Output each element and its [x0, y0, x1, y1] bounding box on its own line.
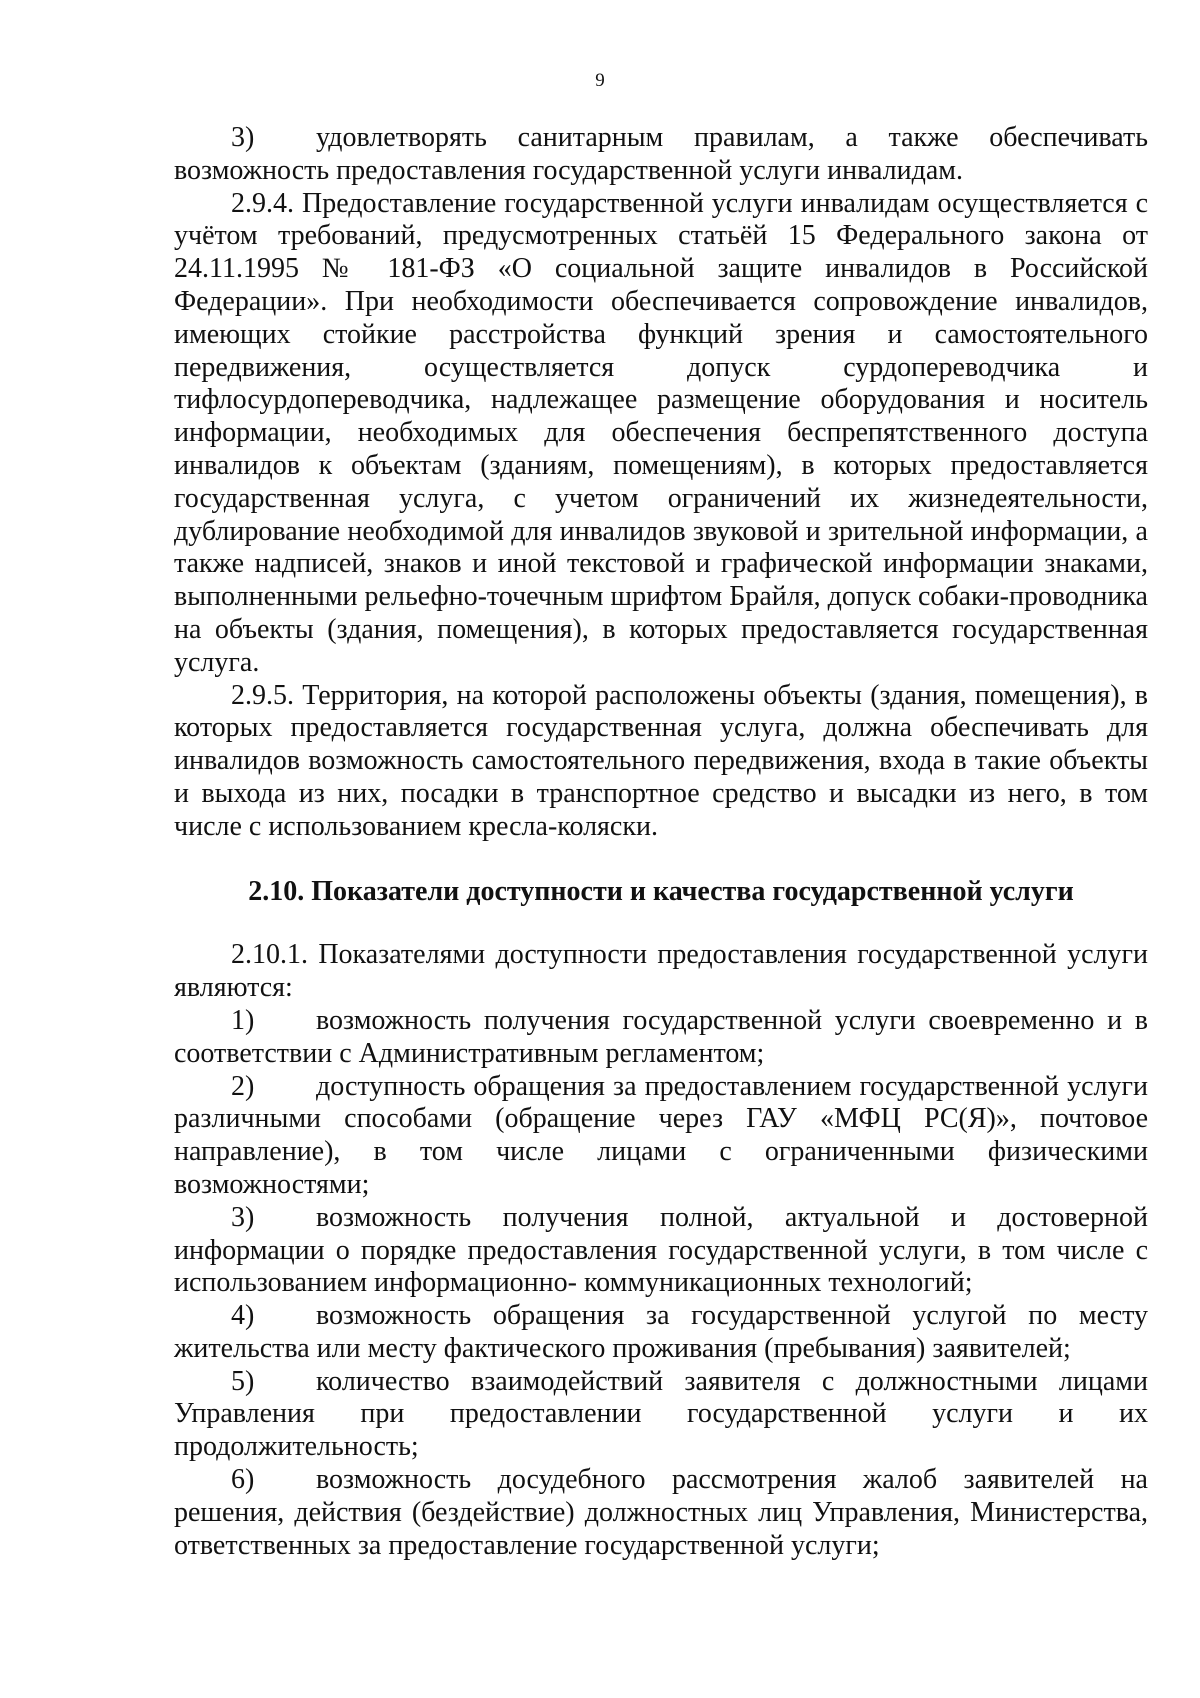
list-item: [174, 1464, 1148, 1562]
item-text: возможность обращения за государственной услугой по месту жительства или месту фактического проживания (пребывания) заявителей;: [174, 1300, 1148, 1364]
item-text: возможность получения государственной услуги своевременно и в соответствии с Административным регламентом;: [174, 1004, 1148, 1069]
list-item: [174, 122, 1148, 188]
item-number: 6): [231, 1464, 255, 1496]
list-item: [174, 1366, 1148, 1464]
list-item: [174, 1005, 1148, 1071]
paragraph-2-9-5: 2.9.5. Территория, на которой расположены объекты (здания, помещения), в которых предоставляется государственная услуга, должна обеспечивать для инвалидов возможность самостоятельного передвижения, входа в такие объекты и выхода из них, посадки в транспортное средство и высадки из него, в том числе с использованием кресла-коляски.: [174, 679, 1148, 842]
list-item: [174, 1071, 1148, 1202]
list-item: [174, 1202, 1148, 1300]
paragraph-2-10-1: 2.10.1. Показателями доступности предоставления государственной услуги являются:: [174, 939, 1148, 1004]
section-heading: 2.10. Показатели доступности и качества государственной услуги: [248, 875, 1074, 907]
item-number: 3): [231, 122, 255, 153]
list-item: [174, 1300, 1148, 1366]
item-number: 2): [231, 1070, 255, 1102]
item-number: 5): [231, 1365, 255, 1397]
item-text: количество взаимодействий заявителя с должностными лицами Управления при предоставлении государственной услуги и их продолжительность;: [174, 1365, 1148, 1463]
item-text: удовлетворять санитарным правилам, а также обеспечивать возможность предоставления государственной услуги инвалидам.: [174, 122, 1148, 186]
item-number: 1): [231, 1004, 255, 1036]
page-number: 9: [595, 70, 605, 91]
item-number: 4): [231, 1300, 255, 1332]
document-body: [174, 122, 1148, 1562]
item-text: возможность досудебного рассмотрения жалоб заявителей на решения, действия (бездействие) должностных лиц Управления, Министерства, ответственных за предоставление государственной услуги;: [174, 1464, 1148, 1561]
item-number: 3): [231, 1201, 255, 1233]
paragraph-2-9-4: 2.9.4. Предоставление государственной услуги инвалидам осуществляется с учётом требований, предусмотренных статьёй 15 Федерального закона от 24.11.1995 № 181-ФЗ «О социальной защите инвалидов в Российской Федерации». При необходимости обеспечивается сопровождение инвалидов, имеющих стойкие расстройства функций зрения и самостоятельного передвижения, осуществляется допуск сурдопереводчика и тифлосурдопереводчика, надлежащее размещение оборудования и носитель информации, необходимых для обеспечения беспрепятственного доступа инвалидов к объектам (зданиям, помещениям), в которых предоставляется государственная услуга, с учетом ограничений их жизнедеятельности, дублирование необходимой для инвалидов звуковой и зрительной информации, а также надписей, знаков и иной текстовой и графической информации знаками, выполненными рельефно-точечным шрифтом Брайля, допуск собаки-проводника на объекты (здания, помещения), в которых предоставляется государственная услуга.: [174, 187, 1148, 678]
item-text: доступность обращения за предоставлением государственной услуги различными способами (обращение через ГАУ «МФЦ РС(Я)», почтовое направление), в том числе лицами с ограниченными физическими возможностями;: [174, 1070, 1148, 1200]
item-text: возможность получения полной, актуальной и достоверной информации о порядке предоставления государственной услуги, в том числе с использованием информационно- коммуникационных технологий;: [174, 1201, 1148, 1299]
